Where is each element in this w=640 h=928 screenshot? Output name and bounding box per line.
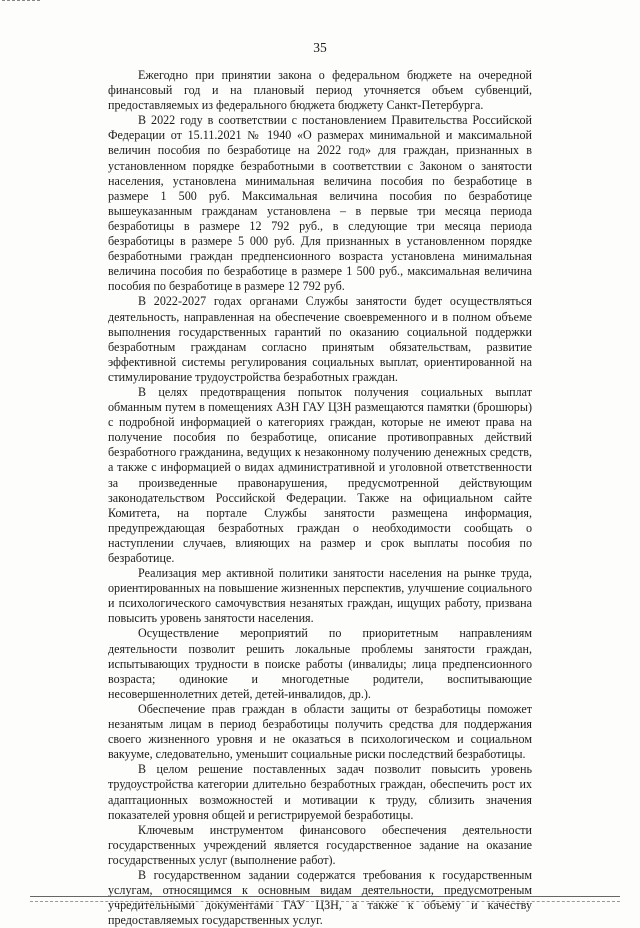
paragraph: В государственном задании содержатся требования к государственным услугам, относящимся к основным видам деятельности, предусмотреным учредительными документами ГАУ ЦЗН, а также к объему и качеству предоставляемых государственных услуг. xyxy=(108,867,532,928)
paragraph: В 2022-2027 годах органами Службы занятости будет осуществляться деятельность, направленная на обеспечение своевременного и в полном объеме выполнения государственных гарантий по оказанию социальной поддержки безработным гражданам согласно принятым обязательствам, развитие эффективной системы регулирования социальных выплат, ориентированной на стимулирование трудоустройства безработных граждан. xyxy=(108,294,532,384)
page-number: 35 xyxy=(313,40,327,55)
paragraph: Реализация мер активной политики занятости населения на рынке труда, ориентированных на повышение жизненных перспектив, улучшение социального и психологического самочувствия незанятых граждан, ищущих работу, призвана повысить уровень занятости населения. xyxy=(108,566,532,626)
paragraph: Осуществление мероприятий по приоритетным направлениям деятельности позволит решить локальные проблемы занятости граждан, испытывающих трудности в поиске работы (инвалиды; лица предпенсионного возраста; одинокие и многодетные родители, воспитывающие несовершеннолетних детей, детей-инвалидов, др.). xyxy=(108,626,532,701)
paragraph: В целом решение поставленных задач позволит повысить уровень трудоустройства категории длительно безработных граждан, обеспечить рост их адаптационных возможностей и мотивации к труду, сблизить значения показателей уровня общей и регистрируемой безработицы. xyxy=(108,762,532,822)
document-body xyxy=(108,68,532,928)
paragraph: В 2022 году в соответствии с постановлением Правительства Российской Федерации от 15.11.2021 № 1940 «О размерах минимальной и максимальной величин пособия по безработице на 2022 год» для граждан, признанных в установленном порядке безработными в соответствии с Законом о занятости населения, установлена минимальная величина пособия по безработице в размере 1 500 руб. Максимальная величина пособия по безработице вышеуказанным гражданам установлена – в первые три месяца периода безработицы в размере 12 792 руб., в следующие три месяца периода безработицы в размере 5 000 руб. Для признанных в установленном порядке безработными граждан предпенсионного возраста установлена минимальная величина пособия по безработице в размере 1 500 руб., максимальная величина пособия по безработице в размере 12 792 руб. xyxy=(108,113,532,294)
scan-corner-mark xyxy=(2,0,40,4)
paragraph: В целях предотвращения попыток получения социальных выплат обманным путем в помещениях АЗН ГАУ ЦЗН размещаются памятки (брошюры) с подробной информацией о категориях граждан, которые не имеют права на получение пособия по безработице, описание противоправных действий безработного гражданина, ведущих к незаконному получению денежных средств, а также с информацией о видах административной и уголовной ответственности за произведенные правонарушения, предусмотренной действующим законодательством Российской Федерации. Также на официальном сайте Комитета, на портале Службы занятости размещена информация, предупреждающая безработных граждан о необходимости сообщать о наступлении случаев, влияющих на размер и срок выплаты пособия по безработице. xyxy=(108,384,532,565)
scan-bottom-edge xyxy=(30,896,620,902)
paragraph: Ежегодно при принятии закона о федеральном бюджете на очередной финансовый год и на плановый период уточняется объем субвенций, предоставляемых из федерального бюджета бюджету Санкт-Петербурга. xyxy=(108,68,532,113)
paragraph: Ключевым инструментом финансового обеспечения деятельности государственных учреждений является государственное задание на оказание государственных услуг (выполнение работ). xyxy=(108,822,532,867)
paragraph: Обеспечение прав граждан в области защиты от безработицы поможет незанятым лицам в период безработицы получить средства для поддержания своего жизненного уровня и не оказаться в психологическом и социальном вакууме, следовательно, уменьшит социальные риски последствий безработицы. xyxy=(108,701,532,762)
